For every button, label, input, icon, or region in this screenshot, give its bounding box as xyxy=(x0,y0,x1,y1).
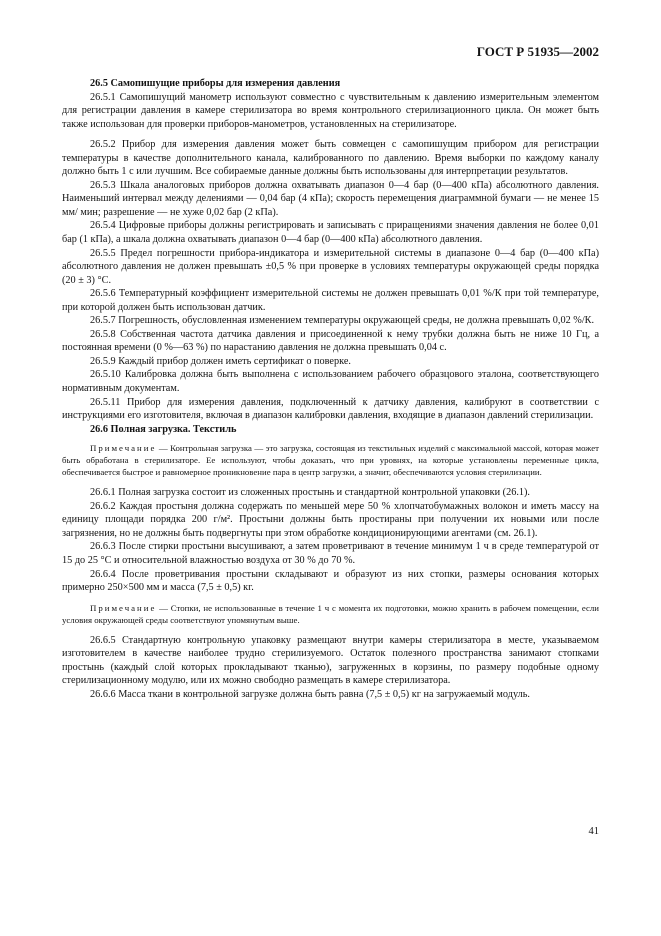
section-heading-26-6: 26.6 Полная загрузка. Текстиль xyxy=(90,423,237,435)
paragraph-26-5-3: 26.5.3 Шкала аналоговых приборов должна охватывать диапазон 0—4 бар (0—400 кПа) абсолютного давления. Наименьший интервал между делениями — 0,04 бар (4 кПа); скорость перемещения диаграммной бумаги — не менее 15 мм/ мин; разрешение — не хуже 0,02 бар (2 кПа). xyxy=(62,179,599,218)
section-heading-26-5: 26.5 Самопишущие приборы для измерения давления xyxy=(90,78,341,89)
paragraph-26-6-4: 26.6.4 После проветривания простыни складывают и образуют из них стопки, размеры основания которых примерно 250×500 мм и масса (7,5 ± 0,5) кг. xyxy=(62,568,599,594)
note-text: — Контрольная загрузка — это загрузка, состоящая из текстильных изделий с максимальной массой, которая может быть обработана в стерилизаторе. Ее используют, чтобы доказать, что при уровнях, на которые установлены переменные цикла, обеспечивается быстрое и равномерное проникновение пара в центр загрузки, а значит, обеспечиваются условия стерилизации. xyxy=(62,443,599,478)
paragraph-26-6-5: 26.6.5 Стандартную контрольную упаковку размещают внутри камеры стерилизатора в месте, указываемом изготовителем в качестве наиболее трудно стерилизуемого. Остаток полезного пространства занимают стопками простынь (каждый слой которых прокладывают тканью), загруженных в корзины, по размеру подобные одному стерилизационному модулю, или их можно свободно размещать в камере стерилизатора. xyxy=(62,634,599,687)
note-lead: Примечание xyxy=(90,602,157,613)
page-number: 41 xyxy=(588,826,599,837)
note-stacks xyxy=(62,602,599,626)
document-body xyxy=(62,40,599,701)
paragraph-26-6-2: 26.6.2 Каждая простыня должна содержать по меньшей мере 50 % хлопчатобумажных волокон и иметь массу на единицу площади порядка 200 г/м². Простыни должны быть простираны при получении их новыми или после загрязнения, но не должны быть подвергнуты при этом обработке кондиционирующими агентами (см. 26.1). xyxy=(62,500,599,539)
paragraph-26-5-8: 26.5.8 Собственная частота датчика давления и присоединенной к нему трубки должна быть не ниже 10 Гц, а постоянная времени (0 %—63 %) по нарастанию давления не должна превышать 0,04 с. xyxy=(62,328,599,354)
note-control-load xyxy=(62,442,599,478)
paragraph-26-6-1: 26.6.1 Полная загрузка состоит из сложенных простынь и стандартной контрольной упаковки (26.1). xyxy=(90,487,530,499)
note-text: — Стопки, не использованные в течение 1 ч с момента их подготовки, можно хранить в рабочем помещении, если условия окружающей среды соответствуют упомянутым выше. xyxy=(62,602,599,625)
paragraph-26-6-6: 26.6.6 Масса ткани в контрольной загрузке должна быть равна (7,5 ± 0,5) кг на загружаемый модуль. xyxy=(90,688,530,700)
paragraph-26-5-7: 26.5.7 Погрешность, обусловленная изменением температуры окружающей среды, не должна превышать 0,02 %/К. xyxy=(90,315,595,327)
paragraph-26-5-6: 26.5.6 Температурный коэффициент измерительной системы не должен превышать 0,01 %/К при той температуре, при которой должен быть использован датчик. xyxy=(62,288,599,313)
standard-number: ГОСТ Р 51935—2002 xyxy=(476,44,599,59)
paragraph-26-5-9: 26.5.9 Каждый прибор должен иметь сертификат о поверке. xyxy=(90,355,351,367)
paragraph-26-5-2: 26.5.2 Прибор для измерения давления может быть совмещен с самопишущим прибором для регистрации температуры в качестве дополнительного канала, калиброванного по давлению. Время выборки по каждому каналу должно быть 1 с или лучшим. Все собираемые данные должны быть использованы для интерпретации результатов. xyxy=(62,139,599,178)
paragraph-26-5-10: 26.5.10 Калибровка должна быть выполнена с использованием рабочего образцового эталона, соответствующего нормативным документам. xyxy=(62,369,599,395)
paragraph-26-6-3: 26.6.3 После стирки простыни высушивают, а затем проветривают в течение минимум 1 ч в среде температурой от 15 до 25 °С и относительной влажностью воздуха от 30 % до 70 %. xyxy=(62,541,599,566)
note-lead: Примечание xyxy=(90,443,157,454)
paragraph-26-5-11: 26.5.11 Прибор для измерения давления, подключенный к датчику давления, калибруют в соответствии с инструкциями его изготовителя, включая в диапазон калибровки давления, входящие в диапазон давлений стерилизации. xyxy=(62,396,599,422)
paragraph-26-5-5: 26.5.5 Предел погрешности прибора-индикатора и измерительной системы в диапазоне 0—4 бар (0—400 кПа) абсолютного давления не должен превышать ±0,5 % при проверке в условиях температуры окружающей среды порядка (20 ± 3) °С. xyxy=(62,247,599,286)
paragraph-26-5-4: 26.5.4 Цифровые приборы должны регистрировать и записывать с приращениями значения давления не более 0,01 бар (1 кПа), а шкала должна охватывать диапазон 0—4 бар (0—400 кПа) абсолютного давления. xyxy=(62,220,599,246)
paragraph-26-5-1: 26.5.1 Самопишущий манометр используют совместно с чувствительным к давлению измерительным элементом для регистрации давления в камере стерилизатора во время контрольного стерилизационного цикла. Он может быть также использован для проверки приборов-манометров, установленных на стерилизаторе. xyxy=(62,91,599,130)
